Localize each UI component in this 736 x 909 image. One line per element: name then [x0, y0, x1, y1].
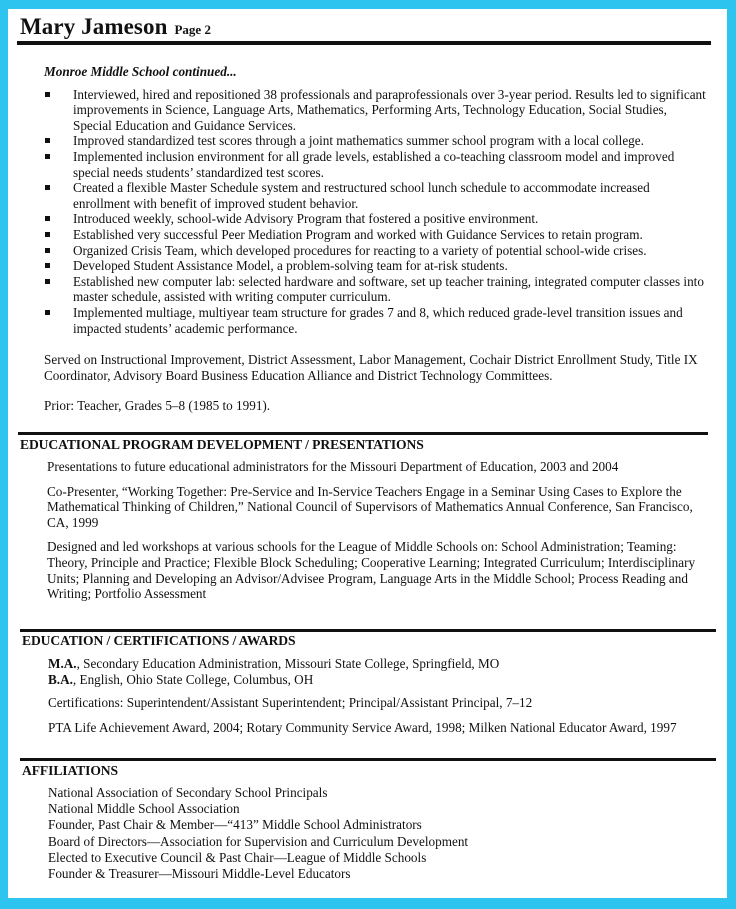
achievement-list	[43, 87, 708, 337]
bullet-square-icon	[45, 232, 50, 237]
affiliations-section	[48, 785, 714, 882]
achievement-item: Established very successful Peer Mediation Program and worked with Guidance Services to retain program.	[43, 227, 708, 243]
bullet-square-icon	[45, 263, 50, 268]
certifications-text: Certifications: Superintendent/Assistant Superintendent; Principal/Assistant Principal, 7–12	[48, 695, 533, 711]
degree-ba-detail: , English, Ohio State College, Columbus, OH	[72, 671, 314, 687]
achievement-item: Improved standardized test scores through a joint mathematics summer school program with a local college.	[43, 133, 708, 149]
bullet-square-icon	[45, 154, 50, 159]
affiliation-item: Board of Directors—Association for Supervision and Curriculum Development	[48, 833, 469, 849]
bullet-square-icon	[45, 310, 50, 315]
affiliations-heading: AFFILIATIONS	[22, 763, 118, 778]
bullet-square-icon	[45, 216, 50, 221]
presentation-item: Designed and led workshops at various schools for the League of Middle Schools on: School Administration; Teaming: Theory, Principle and Practice; Flexible Block Scheduling; Cooperative Learning; Integrated Curriculum; Interdisciplinary Units; Planning and Developing an Advisor/Advisee Program, Language Arts in the Middle School; Process Reading and Writing; Portfolio Assessment	[47, 539, 696, 602]
committees-text: Served on Instructional Improvement, District Assessment, Labor Management, Cochair District Enrollment Study, Title IX Coordinator, Advisory Board Business Education Alliance and District Technology Committees.	[44, 352, 698, 383]
degree-ma-detail: , Secondary Education Administration, Missouri State College, Springfield, MO	[76, 656, 500, 671]
bullet-square-icon	[45, 248, 50, 253]
presentations-section	[47, 459, 709, 610]
achievement-item: Interviewed, hired and repositioned 38 professionals and paraprofessionals over 3-year period. Results led to significant improvements in Science, Language Arts, Mathematics, Performing Arts, Technology Education, Social Studies, Special Education and Guidance Services.	[43, 87, 708, 134]
bullet-square-icon	[45, 92, 50, 97]
achievement-item: Established new computer lab: selected hardware and software, set up teacher training, integrated computer classes into master schedule, assisted with writing computer curriculum.	[43, 274, 708, 305]
presentations-heading: EDUCATIONAL PROGRAM DEVELOPMENT / PRESENTATIONS	[20, 437, 424, 452]
presentation-item: Co-Presenter, “Working Together: Pre-Service and In-Service Teachers Engage in a Seminar Using Cases to Explore the Mathematical Thinking of Children,” National Council of Supervisors of Mathematics Annual Conference, San Francisco, CA, 1999	[47, 483, 693, 530]
affiliation-item: Founder, Past Chair & Member—“413” Middle School Administrators	[48, 817, 422, 833]
page-number-label: Page 2	[174, 22, 211, 37]
candidate-name: Mary Jameson	[20, 14, 168, 39]
bullet-square-icon	[45, 185, 50, 190]
presentations-rule	[18, 432, 708, 435]
achievement-item: Introduced weekly, school-wide Advisory Program that fostered a positive environment.	[43, 211, 708, 227]
header-rule	[17, 41, 711, 45]
education-section	[48, 656, 714, 735]
page-header	[20, 14, 211, 40]
achievement-item: Organized Crisis Team, which developed procedures for reacting to a variety of potential school-wide crises.	[43, 243, 708, 259]
bullet-square-icon	[45, 138, 50, 143]
achievement-item: Developed Student Assistance Model, a problem-solving team for at-risk students.	[43, 258, 708, 274]
degree-ma-title: M.A.	[48, 656, 77, 671]
education-rule	[20, 629, 716, 632]
affiliation-item: National Middle School Association	[48, 801, 240, 817]
bullet-square-icon	[45, 279, 50, 284]
prior-role-text: Prior: Teacher, Grades 5–8 (1985 to 1991).	[44, 398, 271, 414]
experience-section	[36, 64, 708, 414]
affiliation-item: Elected to Executive Council & Past Chair—League of Middle Schools	[48, 849, 427, 865]
resume-page	[8, 9, 727, 898]
affiliation-item: Founder & Treasurer—Missouri Middle-Level Educators	[48, 866, 351, 882]
achievement-item: Implemented multiage, multiyear team structure for grades 7 and 8, which reduced grade-level transition issues and impacted students’ academic performance.	[43, 305, 708, 336]
awards-text: PTA Life Achievement Award, 2004; Rotary Community Service Award, 1998; Milken National Educator Award, 1997	[48, 719, 677, 735]
achievement-item: Implemented inclusion environment for all grade levels, established a co-teaching classroom model and improved special needs students’ standardized test scores.	[43, 149, 708, 180]
degree-ma	[48, 656, 714, 672]
affiliation-item: National Association of Secondary School Principals	[48, 785, 328, 800]
degree-ba	[48, 672, 714, 688]
achievement-item: Created a flexible Master Schedule system and restructured school lunch schedule to accommodate increased enrollment with benefit of improved student behavior.	[43, 180, 708, 211]
degree-ba-title: B.A.	[48, 671, 73, 687]
education-heading: EDUCATION / CERTIFICATIONS / AWARDS	[22, 633, 296, 648]
experience-subheading: Monroe Middle School continued...	[44, 64, 237, 79]
presentation-item: Presentations to future educational administrators for the Missouri Department of Education, 2003 and 2004	[47, 459, 619, 474]
affiliations-rule	[20, 758, 716, 761]
